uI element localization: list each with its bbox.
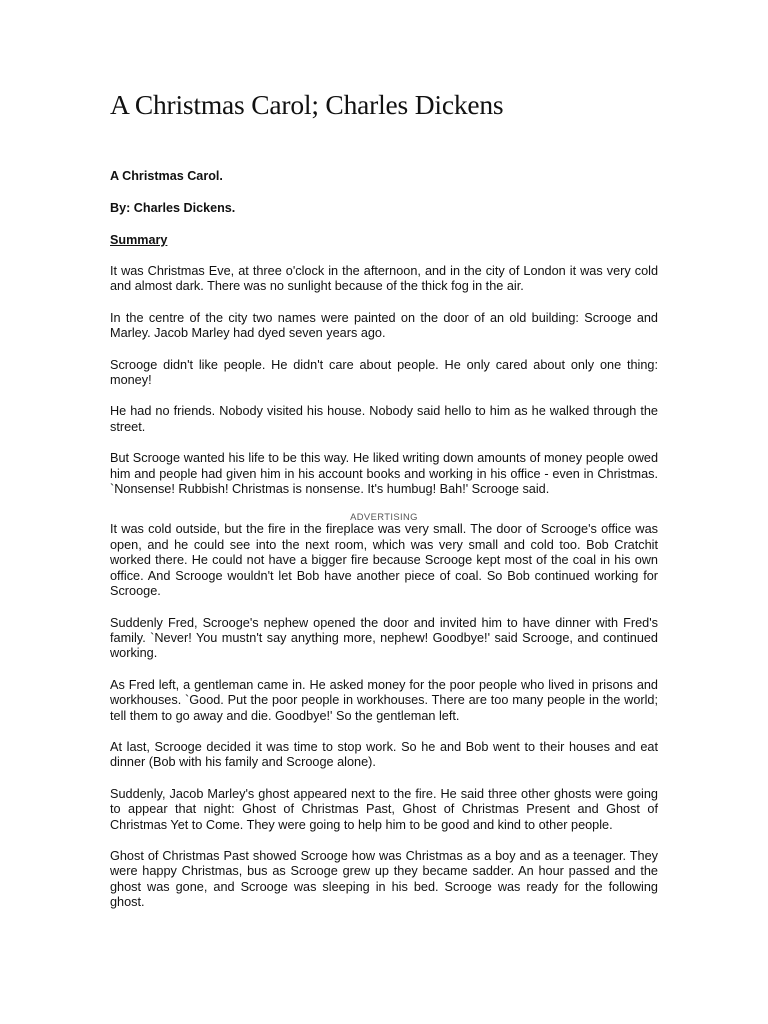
summary-body: [110, 264, 658, 911]
paragraph-6: It was cold outside, but the fire in the fireplace was very small. The door of Scrooge's office was open, and he could see into the next room, which was very small and cold too. Bob Cratchit worked there. He could not have a bigger fire because Scrooge kept most of the coal in his own office. And Scrooge wouldn't let Bob have another piece of coal. So Bob continued working for Scrooge.: [110, 522, 658, 599]
advertising-label: ADVERTISING: [350, 511, 418, 523]
paragraph-3: Scrooge didn't like people. He didn't care about people. He only cared about only one thing: money!: [110, 357, 658, 388]
paragraph-4: He had no friends. Nobody visited his house. Nobody said hello to him as he walked through the street.: [110, 404, 658, 434]
paragraph-7: Suddenly Fred, Scrooge's nephew opened the door and invited him to have dinner with Fred's family. `Never! You mustn't say anything more, nephew! Goodbye!' said Scrooge, and continued working.: [110, 615, 658, 661]
paragraph-10: Suddenly, Jacob Marley's ghost appeared next to the fire. He said three other ghosts were going to appear that night: Ghost of Christmas Past, Ghost of Christmas Present and Ghost of Christmas Yet to Come. They were going to help him to be good and kind to other people.: [110, 786, 658, 832]
paragraph-11: Ghost of Christmas Past showed Scrooge how was Christmas as a boy and as a teenager. They were happy Christmas, bus as Scrooge grew up they became sadder. An hour passed and the ghost was gone, and Scrooge was sleeping in his bed. Scrooge was ready for the following ghost.: [110, 848, 658, 910]
paragraph-1: It was Christmas Eve, at three o'clock in the afternoon, and in the city of London it was very cold and almost dark. There was no sunlight because of the thick fog in the air.: [110, 264, 658, 294]
book-title: A Christmas Carol.: [110, 169, 223, 183]
paragraph-9: At last, Scrooge decided it was time to stop work. So he and Bob went to their houses and eat dinner (Bob with his family and Scrooge alone).: [110, 739, 658, 770]
document-title: A Christmas Carol; Charles Dickens: [110, 89, 504, 120]
paragraph-2: In the centre of the city two names were painted on the door of an old building: Scrooge and Marley. Jacob Marley had dyed seven years ago.: [110, 310, 658, 341]
author-line: By: Charles Dickens.: [110, 201, 236, 215]
paragraph-8: As Fred left, a gentleman came in. He asked money for the poor people who lived in prisons and workhouses. `Good. Put the poor people in workhouses. There are too many people in the world; tell them to go away and die. Goodbye!' So the gentleman left.: [110, 677, 658, 723]
summary-heading: Summary: [110, 233, 168, 247]
paragraph-5: But Scrooge wanted his life to be this way. He liked writing down amounts of money people owed him and people had given him in his account books and working in his office - even in Christmas. `Nonsense! Rubbish! Christmas is nonsense. It's humbug! Bah!' Scrooge said.: [110, 451, 658, 497]
